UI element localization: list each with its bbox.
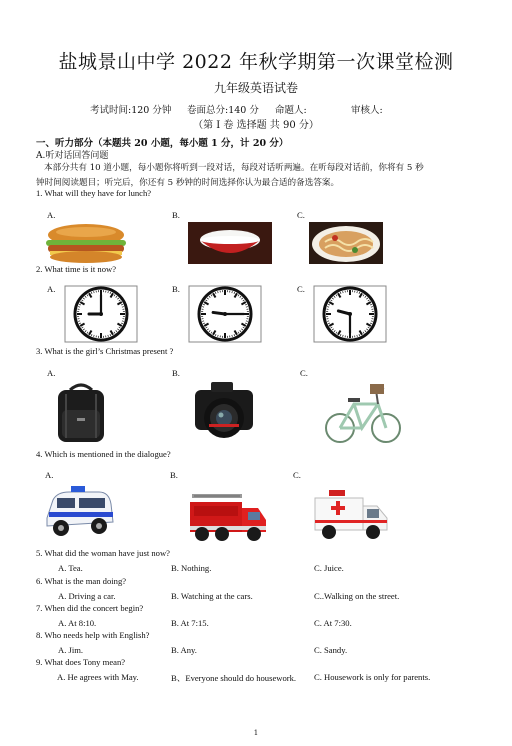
police-car-image bbox=[43, 482, 117, 544]
q4-option-c[interactable]: C. bbox=[293, 470, 301, 480]
backpack-image bbox=[48, 380, 114, 446]
total-score: 卷面总分:140 分 bbox=[187, 105, 259, 116]
question-setter: 命题人: bbox=[275, 105, 307, 116]
clock-center bbox=[223, 312, 227, 316]
q4-option-b[interactable]: B. bbox=[170, 470, 178, 480]
instructions-line-2: 钟时间阅读题目；听完后，你还有 5 秒钟的时间选择你认为最合适的备选答案。 bbox=[36, 178, 340, 188]
q3-option-b[interactable]: B. bbox=[172, 368, 180, 378]
q1-option-b[interactable]: B. bbox=[172, 210, 180, 220]
q7-option-b[interactable]: B. At 7:15. bbox=[171, 618, 209, 628]
q9-option-b[interactable]: B、Everyone should do housework. bbox=[171, 673, 297, 683]
q7-option-c[interactable]: C. At 7:30. bbox=[314, 618, 352, 628]
q5-option-c[interactable]: C. Juice. bbox=[314, 563, 344, 573]
q8-option-c[interactable]: C. Sandy. bbox=[314, 645, 348, 655]
clock-center bbox=[99, 312, 103, 316]
exam-title: 盐城景山中学 2022 年秋学期第一次课堂检测 bbox=[58, 51, 454, 73]
q5-option-a[interactable]: A. Tea. bbox=[58, 563, 83, 573]
page-number: 1 bbox=[253, 729, 259, 737]
q7-option-a[interactable]: A. At 8:10. bbox=[58, 618, 97, 628]
q1-option-c[interactable]: C. bbox=[297, 210, 305, 220]
instructions-line-1: 本部分共有 10 道小题，每小题你将听到一段对话，每段对话听两遍。在听每段对话前，你将有 5 秒 bbox=[44, 163, 424, 173]
q5-option-b[interactable]: B. Nothing. bbox=[171, 563, 212, 573]
q2-option-a[interactable]: A. bbox=[47, 284, 56, 294]
question-2: 2. What time is it now? bbox=[36, 264, 117, 274]
question-3: 3. What is the girl’s Christmas present ? bbox=[36, 346, 174, 356]
noodles-image bbox=[309, 222, 383, 264]
question-6: 6. What is the man doing? bbox=[36, 576, 127, 586]
q2-option-c[interactable]: C. bbox=[297, 284, 305, 294]
bicycle-image bbox=[322, 378, 404, 448]
section-subheading: A.听对话回答问题 bbox=[36, 151, 109, 161]
rice-bowl-image bbox=[188, 222, 272, 264]
question-7: 7. When did the concert begin? bbox=[36, 603, 144, 613]
question-9: 9. What does Tony mean? bbox=[36, 657, 126, 667]
q2-option-b[interactable]: B. bbox=[172, 284, 180, 294]
clock-b-icon bbox=[188, 285, 262, 343]
q3-option-c[interactable]: C. bbox=[300, 368, 308, 378]
exam-subtitle: 九年级英语试卷 bbox=[213, 81, 298, 95]
q9-option-c[interactable]: C. Housework is only for parents. bbox=[314, 672, 431, 682]
hamburger-image bbox=[44, 223, 128, 263]
q8-option-b[interactable]: B. Any. bbox=[171, 645, 197, 655]
clock-center bbox=[348, 312, 352, 316]
question-8: 8. Who needs help with English? bbox=[36, 630, 150, 640]
clock-c-icon bbox=[313, 285, 387, 343]
fire-truck-image bbox=[186, 488, 272, 544]
q9-option-a[interactable]: A. He agrees with May. bbox=[57, 672, 139, 682]
q3-option-a[interactable]: A. bbox=[47, 368, 56, 378]
q1-option-a[interactable]: A. bbox=[47, 210, 56, 220]
question-4: 4. Which is mentioned in the dialogue? bbox=[36, 449, 171, 459]
q6-option-a[interactable]: A. Driving a car. bbox=[58, 591, 116, 601]
question-1: 1. What will they have for lunch? bbox=[36, 188, 152, 198]
q6-option-b[interactable]: B. Watching at the cars. bbox=[171, 591, 253, 601]
camera-image bbox=[191, 378, 257, 442]
question-5: 5. What did the woman have just now? bbox=[36, 548, 170, 558]
reviewer: 审核人: bbox=[351, 105, 383, 116]
q8-option-a[interactable]: A. Jim. bbox=[58, 645, 84, 655]
part-label: （第 I 卷 选择题 共 90 分） bbox=[193, 120, 319, 131]
q6-option-c[interactable]: C..Walking on the street. bbox=[314, 591, 400, 601]
exam-time: 考试时间:120 分钟 bbox=[90, 105, 172, 116]
q4-option-a[interactable]: A. bbox=[45, 470, 54, 480]
section-heading: 一、听力部分（本题共 20 小题，每小题 1 分，计 20 分） bbox=[36, 138, 289, 149]
ambulance-image bbox=[311, 486, 391, 546]
clock-a-icon bbox=[64, 285, 138, 343]
